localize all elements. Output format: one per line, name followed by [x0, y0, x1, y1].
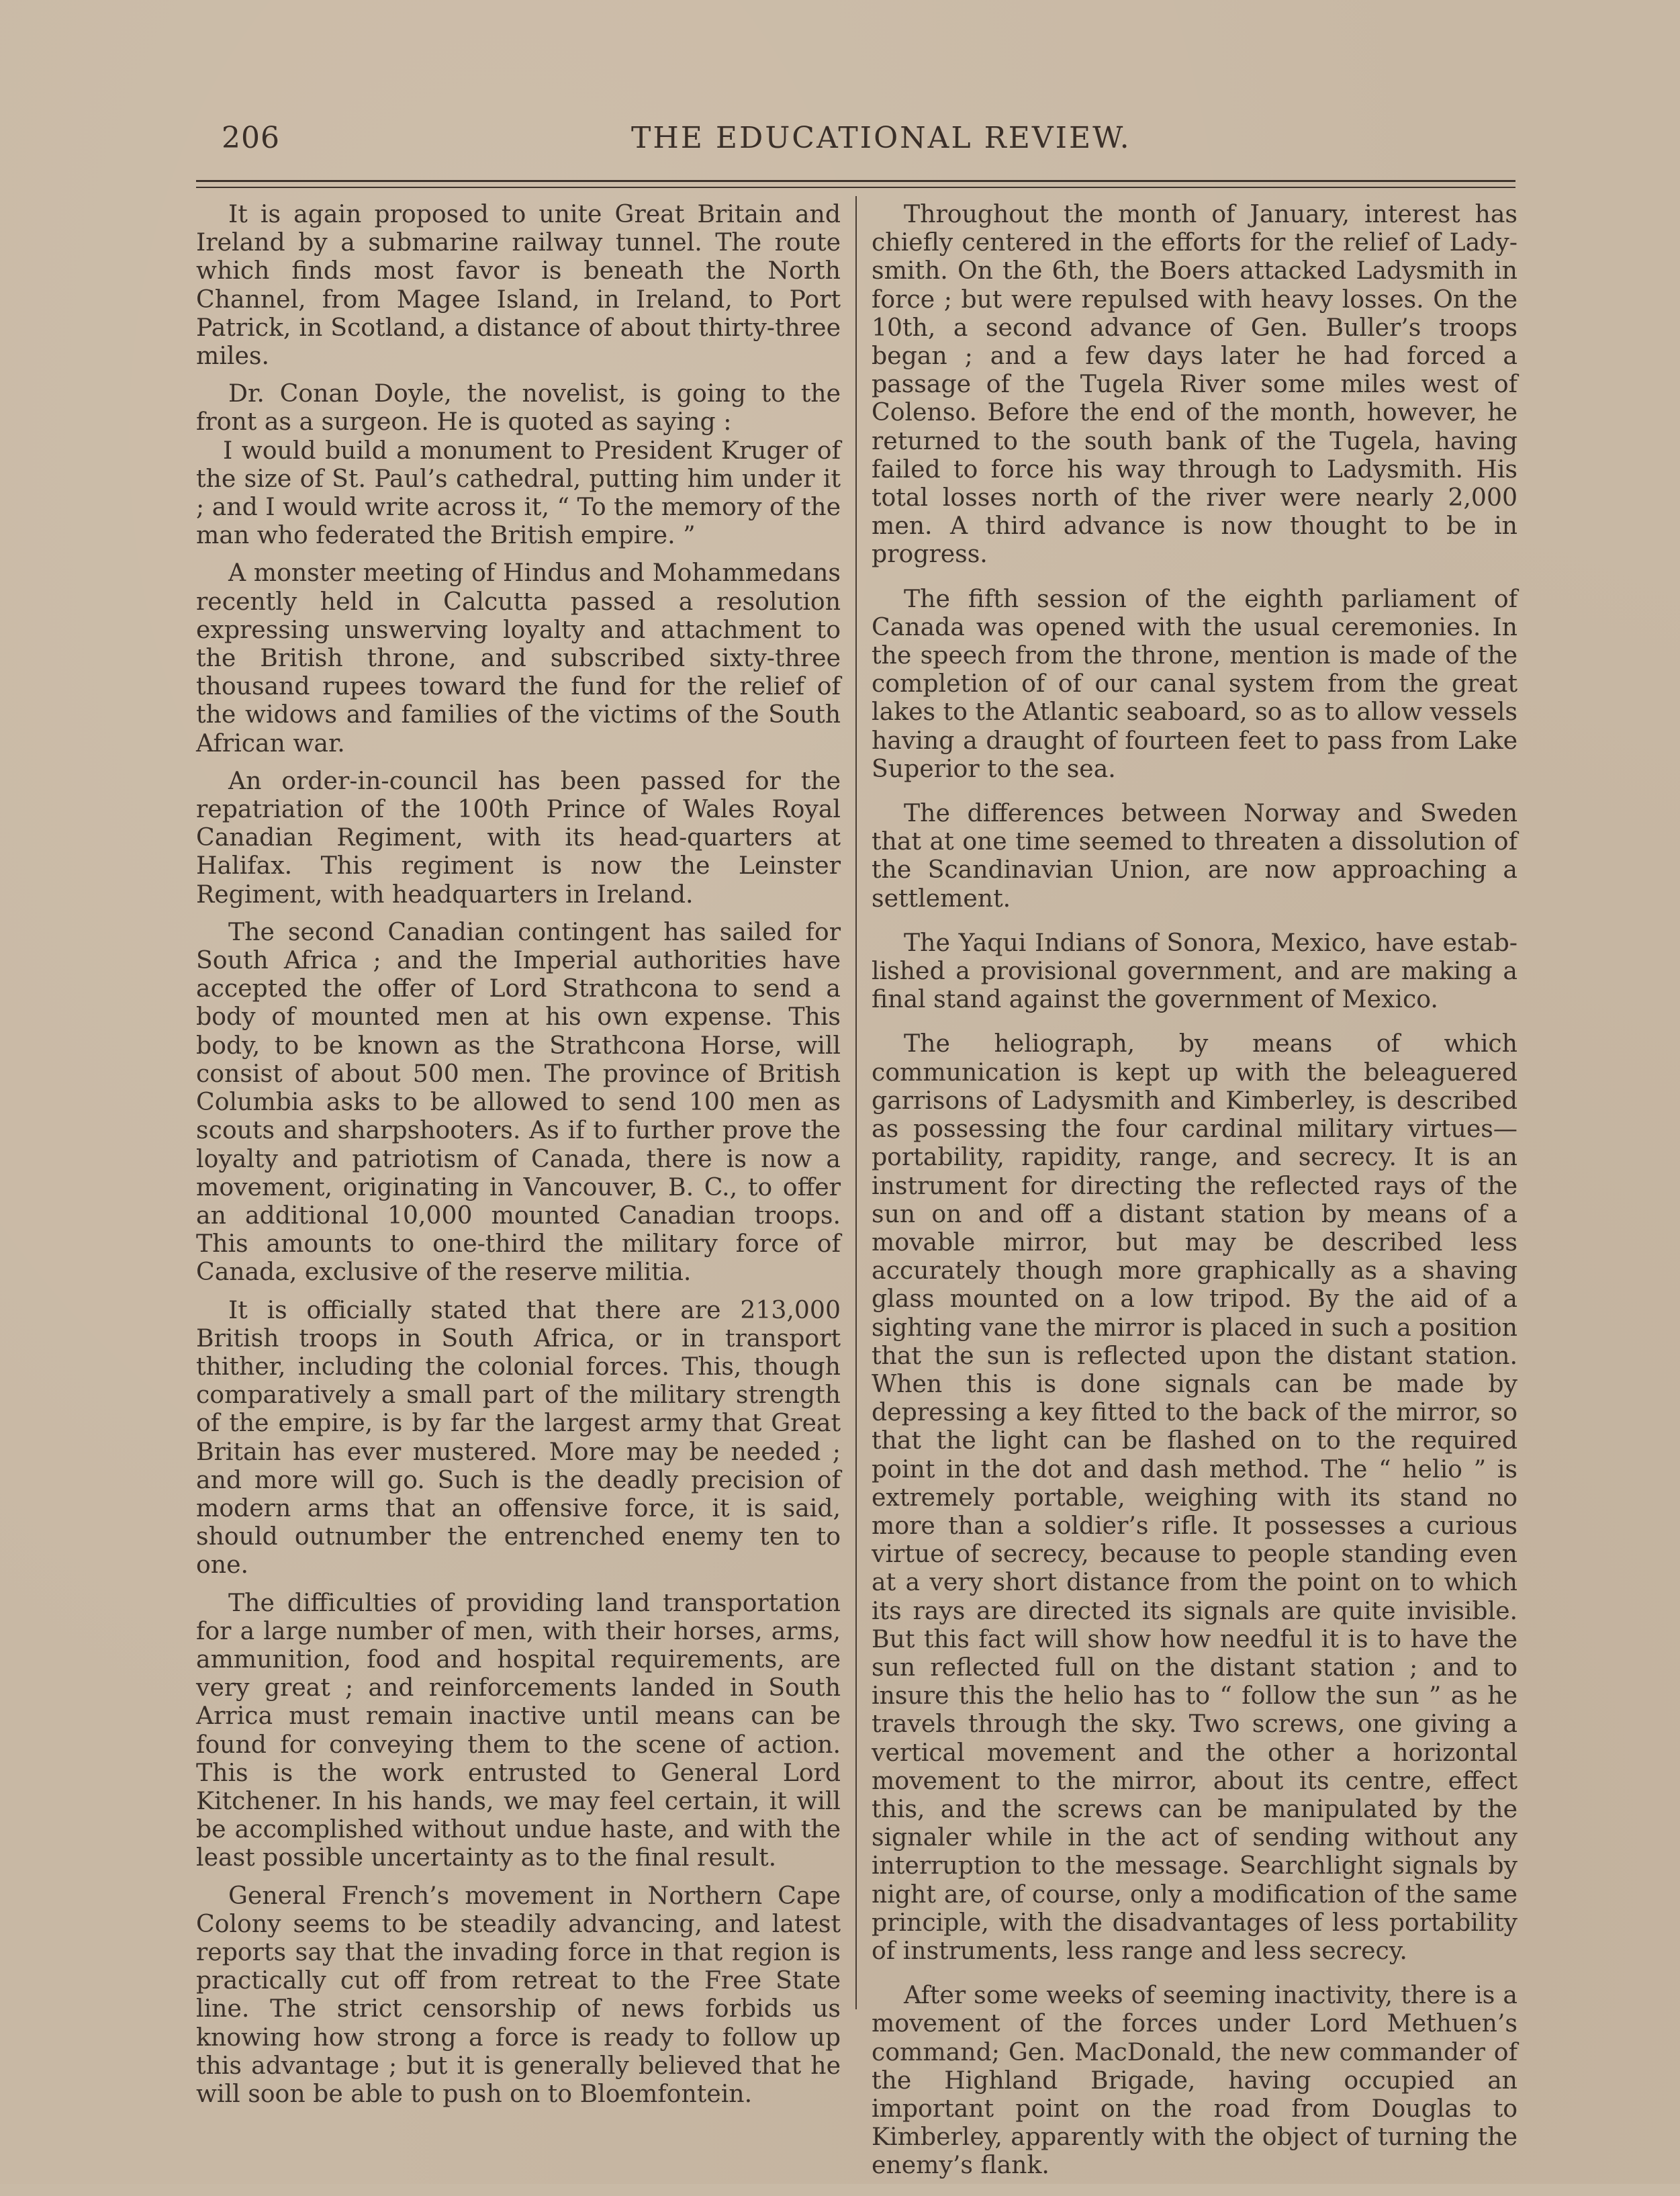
article-general-french: General French’s movement in Northern Cape Colony seems to be steadily advancing, and latest reports say that the invading force in that region is practically cut off from retreat to the Free State line. The strict censorship of news forbids us knowing how strong a force is ready to follow up this advantage ; but it is generally believed that he will soon be able to push on to Bloemfontein.: [196, 1880, 841, 2108]
right-column: [872, 200, 1518, 2196]
article-parliament: The fifth session of the eighth parliament of Canada was opened with the usual ceremonies. In the speech from the throne, mention is made of the completion of of our canal system from the great lakes to the Atlantic seaboard, so as to allow vessels having a draught of fourteen feet to pass from Lake Superior to the sea.: [872, 584, 1518, 783]
page-number: 206: [222, 121, 280, 155]
article-second-contingent: The second Canadian contingent has sailed for South Africa ; and the Imperial authorities have accepted the offer of Lord Strathcona to send a body of mounted men at his own expense. This body, to be known as the Strathcona Horse, will consist of about 500 men. The province of British Columbia asks to be allowed to send 100 men as scouts and sharpshooters. As if to further prove the loyalty and patriotism of Canada, there is now a movement, originating in Vancouver, B. C., to offer an additional 10,000 mounted Canadian troops. This amounts to one-third the military force of Canada, exclusive of the reserve militia.: [196, 917, 841, 1287]
left-column: [196, 200, 841, 2117]
article-norway-sweden: The differences between Norway and Sweden that at one time seemed to threaten a dissolution of the Scandinavian Union, are now approaching a settlement.: [872, 798, 1518, 913]
article-troop-numbers: It is officially stated that there are 213,000 British troops in South Africa, or in transport thither, including the colonial forces. This, though comparatively a small part of the military strength of the empire, is by far the largest army that Great Britain has ever mustered. More may be needed ; and more will go. Such is the deadly precision of modern arms that an offensive force, it is said, should outnumber the entrenched enemy ten to one.: [196, 1295, 841, 1580]
journal-title: THE EDUCATIONAL REVIEW.: [631, 121, 1131, 155]
article-ladysmith: Throughout the month of January, interest has chiefly centered in the efforts for the relief of Ladysmith. On the 6th, the Boers attacked Ladysmith in force ; but were repulsed with heavy losses. On the 10th, a second advance of Gen. Buller’s troops began ; and a few days later he had forced a passage of the Tugela River some miles west of Colenso. Before the end of the month, however, he returned to the south bank of the Tugela, having failed to force his way through to Ladysmith. His total losses north of the river were nearly 2,000 men. A third advance is now thought to be in progress.: [872, 199, 1518, 569]
article-heliograph: The heliograph, by means of which communication is kept up with the beleaguered garrisons of Ladysmith and Kimberley, is described as possessing the four cardinal military virtues—portability, rapidity, range, and secrecy. It is an instrument for directing the reflected rays of the sun on and off a distant station by means of a movable mirror, but may be described less accurately though more graphically as a shaving glass mounted on a low tripod. By the aid of a sighting vane the mirror is placed in such a position that the sun is reflected upon the distant station. When this is done signals can be made by depressing a key fitted to the back of the mirror, so that the light can be flashed on to the required point in the dot and dash method. The “ helio ” is extremely portable, weighing with its stand no more than a soldier’s rifle. It possesses a curious virtue of secrecy, because to people standing even at a very short distance from the point on to which its rays are directed its signals are quite invisible. But this fact will show how needful it is to have the sun reflected full on the distant station ; and to insure this the helio has to “ follow the sun ” as he travels through the sky. Two screws, one giving a vertical movement and the other a horizontal movement to the mirror, about its centre, effect this, and the screws can be manipulated by the signaler while in the act of sending without any interruption to the message. Searchlight signals by night are, of course, only a modification of the same principle, with the disadvantages of less portability of instruments, less range and less secrecy.: [872, 1029, 1518, 1965]
article-repatriation: An order-in-council has been passed for the repatriation of the 100th Prince of Wales Royal Canadian Regiment, with its head-quarters at Halifax. This regiment is now the Leinster Regiment, with headquarters in Ireland.: [196, 766, 841, 909]
article-conan-doyle: Dr. Conan Doyle, the novelist, is going to the front as a surgeon. He is quoted as saying :: [196, 379, 841, 437]
header-rule-top: [196, 180, 1515, 182]
article-yaqui: The Yaqui Indians of Sonora, Mexico, have established a provisional government, and are making a final stand against the government of Mexico.: [872, 927, 1518, 1014]
page-header: [222, 121, 1511, 168]
article-methuen: After some weeks of seeming inactivity, there is a movement of the forces under Lord Methuen’s command; Gen. MacDonald, the new commander of the Highland Brigade, having occupied an important point on the road from Douglas to Kimberley, apparently with the object of turning the enemy’s flank.: [872, 1980, 1518, 2180]
header-rule-bottom: [196, 187, 1515, 188]
column-divider: [855, 196, 857, 2009]
article-transportation: The difficulties of providing land transportation for a large number of men, with their horses, arms, ammunition, food and hospital requirements, are very great ; and reinforcements landed in South Arrica must remain inactive until means can be found for conveying them to the scene of action. This is the work entrusted to General Lord Kitchener. In his hands, we may feel certain, it will be accomplished without undue haste, and with the least possible uncertainty as to the final result.: [196, 1588, 841, 1872]
article-calcutta-meeting: A monster meeting of Hindus and Mohammedans recently held in Calcutta passed a resolution expressing unswerving loyalty and attachment to the British throne, and subscribed sixty-three thousand rupees toward the fund for the relief of the widows and families of the victims of the South African war.: [196, 558, 841, 758]
conan-doyle-quote: I would build a monument to President Kruger of the size of St. Paul’s cathedral, putting him under it ; and I would write across it, “ To the memory of the man who federated the British empire. ”: [196, 435, 841, 550]
article-tunnel: It is again proposed to unite Great Britain and Ireland by a submarine railway tunnel. The route which finds most favor is beneath the North Channel, from Magee Island, in Ireland, to Port Patrick, in Scotland, a distance of about thirty-three miles.: [196, 199, 841, 371]
